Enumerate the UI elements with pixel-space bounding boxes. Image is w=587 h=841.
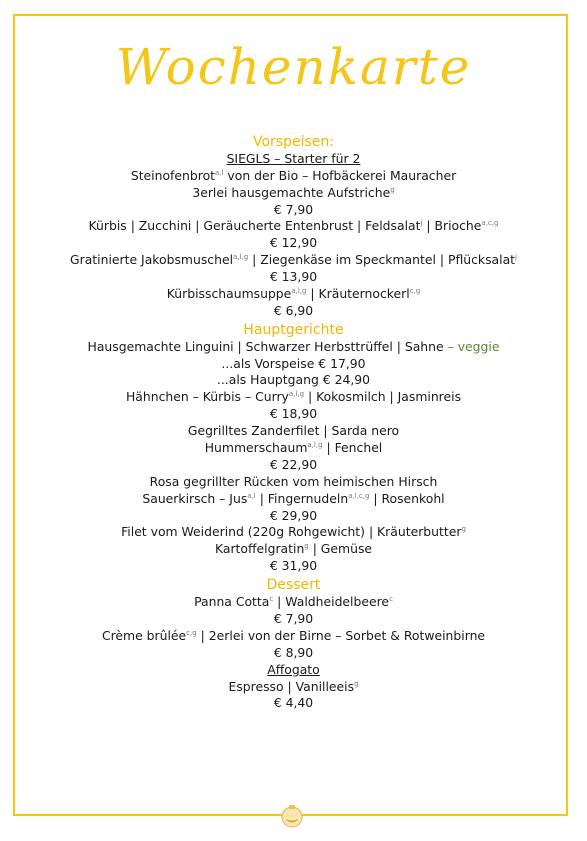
- menu-list: [0, 134, 587, 712]
- logo-icon: [280, 802, 304, 828]
- menu-item: Rosa gegrillter Rücken vom heimischen Hirsch: [149, 473, 438, 489]
- menu-item: Kürbisschaumsuppe$^{a,l,g}$ | Kräuternockerl$^{c,g}$: [166, 286, 421, 302]
- section-heading-vorspeisen: Vorspeisen:: [253, 134, 334, 150]
- menu-price: € 6,90: [273, 302, 314, 318]
- menu-item: Kartoffelgratin$^g$ | Gemüse: [214, 541, 373, 557]
- menu-item: Sauerkirsch – Jus$^{a,l}$ | Fingernudeln$^{a,l,c,g}$ | Rosenkohl: [142, 490, 445, 506]
- menu-item: Espresso | Vanilleeis$^g$: [228, 678, 359, 694]
- menu-price: € 18,90: [269, 406, 318, 422]
- menu-price: € 8,90: [273, 644, 314, 660]
- menu-item: Kürbis | Zucchini | Geräucherte Entenbrust | Feldsalat$^j$ | Brioche$^{a,c,g}$: [88, 218, 499, 234]
- menu-item: Gratinierte Jakobsmuschel$^{a,l,g}$ | Ziegenkäse im Speckmantel | Pflücksalat$^j$: [70, 252, 517, 268]
- menu-item: Hummerschaum$^{a,l,g}$ | Fenchel: [204, 440, 383, 456]
- menu-price: € 22,90: [269, 456, 318, 472]
- menu-price: € 7,90: [273, 201, 314, 217]
- menu-price: € 12,90: [269, 235, 318, 251]
- menu-item: Hähnchen – Kürbis – Curry$^{a,l,g}$ | Kokosmilch | Jasminreis: [125, 389, 462, 405]
- veggie-label: veggie: [453, 338, 500, 354]
- menu-item: Hausgemachte Linguini | Schwarzer Herbsttrüffel | Sahne – veggie: [87, 338, 500, 354]
- menu-item-subtitle: SIEGLS – Starter für 2: [226, 150, 361, 166]
- page-title: Wochenkarte: [115, 38, 472, 96]
- section-heading-dessert: Dessert: [266, 577, 321, 594]
- menu-item-subtitle: Affogato: [267, 661, 320, 677]
- menu-price: € 7,90: [273, 610, 314, 626]
- menu-item: Gegrilltes Zanderfilet | Sarda nero: [187, 423, 400, 439]
- menu-item: ...als Vorspeise € 17,90: [221, 355, 366, 371]
- menu-item: Steinofenbrot$^{a,l}$ von der Bio – Hofbäckerei Mauracher: [130, 167, 457, 183]
- section-heading-hauptgerichte: Hauptgerichte: [243, 321, 344, 338]
- menu-price: € 29,90: [269, 507, 318, 523]
- menu-item: 3erlei hausgemachte Aufstriche$^g$: [192, 184, 395, 200]
- menu-item: Panna Cotta$^c$ | Waldheidelbeere$^c$: [194, 594, 393, 610]
- menu-price: € 31,90: [269, 558, 318, 574]
- menu-item: ...als Hauptgang € 24,90: [216, 372, 371, 388]
- menu-item: Filet vom Weiderind (220g Rohgewicht) | Kräuterbutter$^g$: [121, 524, 466, 540]
- menu-price: € 4,40: [273, 695, 314, 711]
- menu-item: Crème brûlée$^{c,g}$ | 2erlei von der Birne – Sorbet & Rotweinbirne: [101, 627, 486, 643]
- menu-price: € 13,90: [269, 269, 318, 285]
